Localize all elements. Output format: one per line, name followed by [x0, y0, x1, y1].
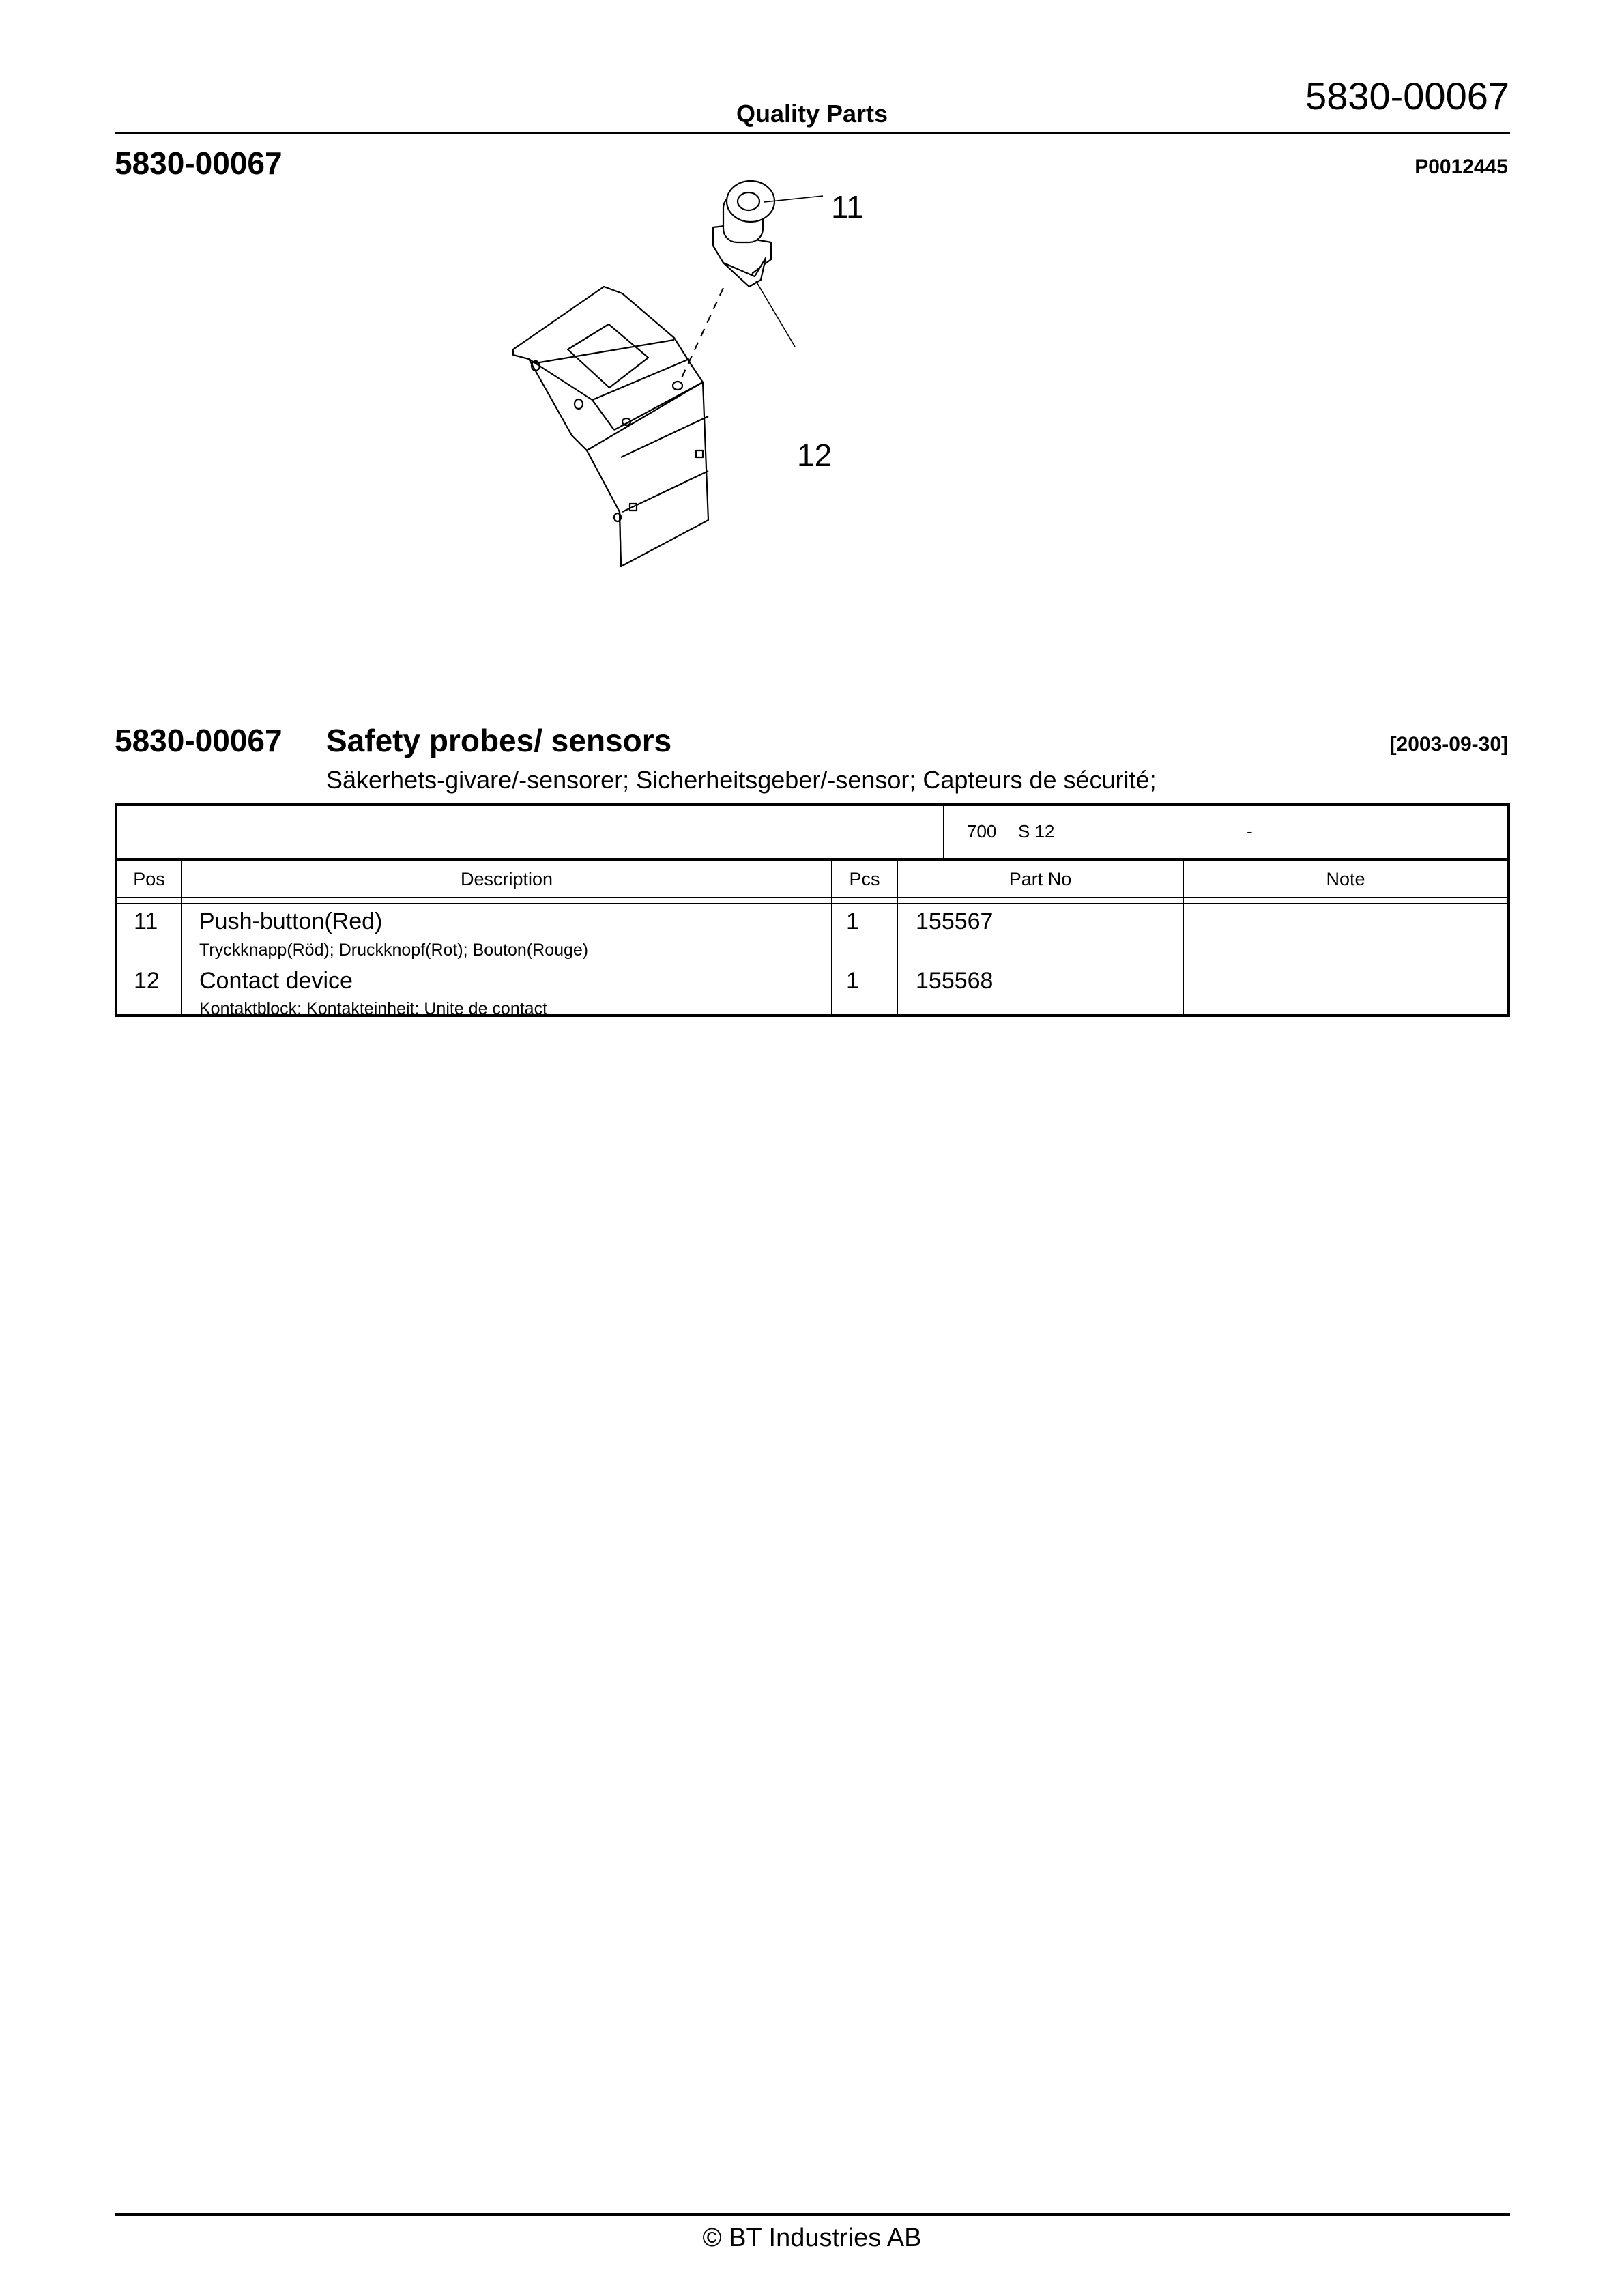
column-header-pcs: Pcs	[849, 869, 880, 889]
callout-12: 12	[797, 437, 832, 473]
callout-11: 11	[831, 189, 864, 225]
row-pcs: 1	[846, 968, 859, 994]
column-header-description: Description	[460, 869, 553, 889]
row-description: Contact device	[199, 968, 353, 994]
mounting-bracket-illustration	[513, 287, 708, 566]
row-description: Push-button(Red)	[199, 908, 383, 934]
part-group-date: [2003-09-30]	[1389, 733, 1508, 756]
part-group-translations: Säkerhets-givare/-sensorer; Sicherheitsgeber/-sensor; Capteurs de sécurité;	[326, 766, 1157, 794]
row-pos: 12	[134, 968, 160, 994]
part-group-number: 5830-00067	[115, 723, 282, 758]
figure-group-number: 5830-00067	[115, 145, 282, 181]
row-part-no: 155567	[916, 908, 994, 934]
column-header-part-no: Part No	[1009, 869, 1072, 889]
part-group-title: Safety probes/ sensors	[326, 723, 672, 758]
serial-range: S 12	[1018, 821, 1055, 842]
footer-divider	[115, 2213, 1510, 2216]
model-row	[117, 806, 1507, 861]
column-header-pos: Pos	[133, 869, 165, 889]
row-part-no: 155568	[916, 968, 994, 994]
row-pos: 11	[134, 908, 158, 934]
figure-id: P0012445	[1415, 156, 1508, 178]
row-translations: Kontaktblock; Kontakteinheit; Unite de contact	[199, 999, 548, 1018]
document-number: 5830-00067	[1305, 74, 1509, 117]
row-pcs: 1	[846, 908, 859, 934]
section-title: Quality Parts	[736, 100, 888, 128]
column-header-note: Note	[1326, 869, 1365, 889]
range-separator: -	[1247, 821, 1253, 842]
header-divider	[115, 132, 1510, 134]
push-button-illustration	[713, 181, 774, 287]
parts-table	[115, 803, 1510, 1017]
row-translations: Tryckknapp(Röd); Druckknopf(Rot); Bouton(Rouge)	[199, 941, 589, 960]
model-number: 700	[967, 821, 997, 842]
copyright: © BT Industries AB	[702, 2224, 922, 2252]
